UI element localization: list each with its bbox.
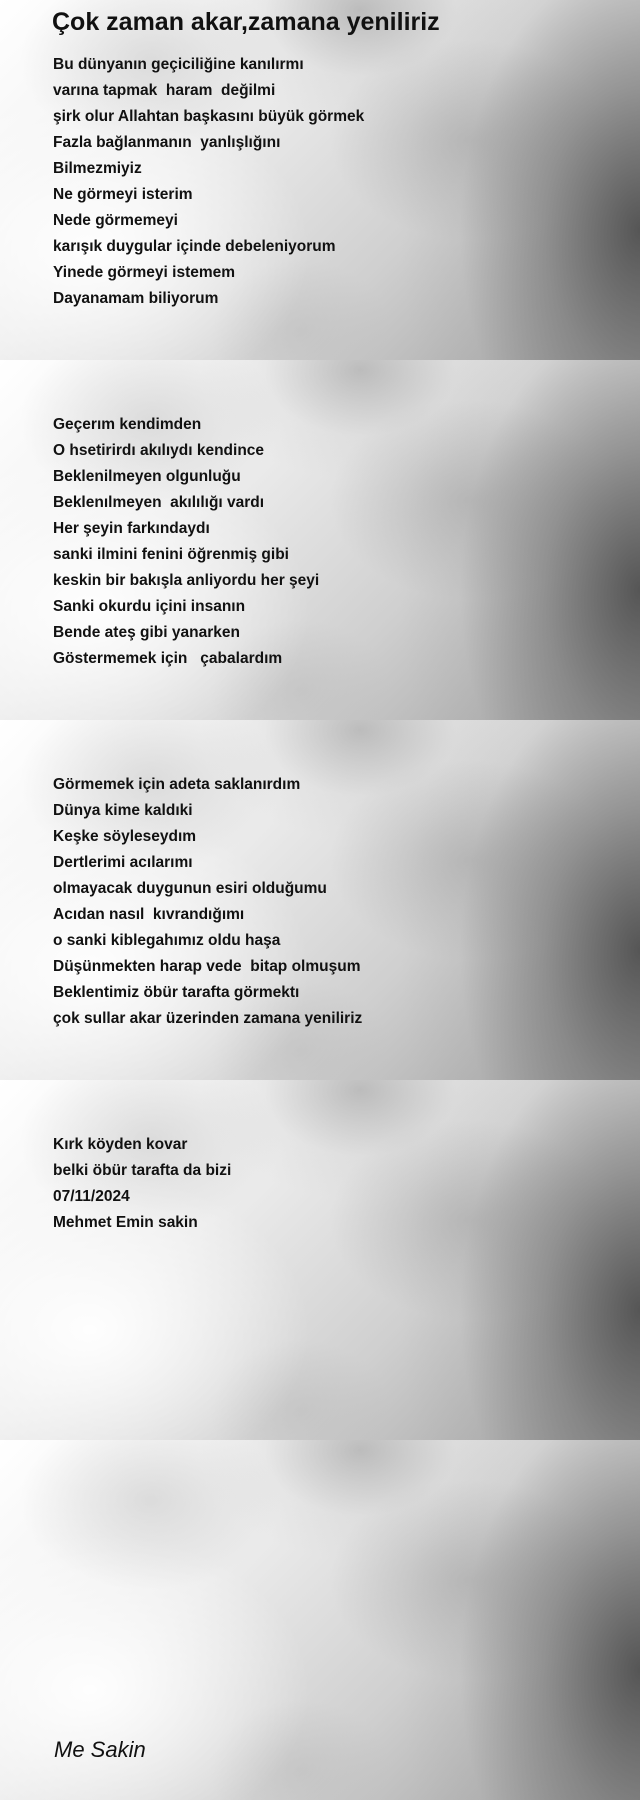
- poem-line: Keşke söyleseydım: [53, 828, 197, 845]
- poem-title: Çok zaman akar,zamana yeniliriz: [52, 8, 440, 36]
- poem-line: Yinede görmeyi istemem: [53, 264, 236, 281]
- poem-line: Dünya kime kaldıki: [53, 802, 193, 819]
- poem-line: o sanki kiblegahımız oldu haşa: [53, 932, 281, 949]
- poem-line: karışık duygular içinde debeleniyorum: [53, 238, 336, 255]
- poem-line: Beklentimiz öbür tarafta görmektı: [53, 984, 300, 1001]
- poem-line: Her şeyin farkındaydı: [53, 520, 210, 537]
- poem-line: Görmemek için adeta saklanırdım: [53, 776, 301, 793]
- poem-line: sanki ilmini fenini öğrenmiş gibi: [53, 546, 289, 563]
- poem-line: Acıdan nasıl kıvrandığımı: [53, 906, 245, 923]
- stanza-4: [53, 1132, 231, 1236]
- poem-line: Bende ateş gibi yanarken: [53, 624, 240, 641]
- poem-line: Ne görmeyi isterim: [53, 186, 193, 203]
- poem-line: Dayanamam biliyorum: [53, 290, 219, 307]
- poem-line: keskin bir bakışla anliyordu her şeyi: [53, 572, 320, 589]
- poem-line: varına tapmak haram değilmi: [53, 82, 276, 99]
- poem-line: belki öbür tarafta da bizi: [53, 1162, 232, 1179]
- poem-line: O hsetirirdı akılıydı kendince: [53, 442, 265, 459]
- poem-line: Bilmezmiyiz: [53, 160, 142, 177]
- stanza-1: [53, 52, 364, 312]
- poem-line: Düşünmekten harap vede bitap olmuşum: [53, 958, 361, 975]
- poem-date: 07/11/2024: [53, 1188, 130, 1205]
- poem-line: şirk olur Allahtan başkasını büyük görmek: [53, 108, 365, 125]
- poem-line: Bu dünyanın geçiciliğine kanılırmı: [53, 56, 304, 73]
- stanza-2: [53, 412, 319, 672]
- poem-line: Beklenilmeyen olgunluğu: [53, 468, 241, 485]
- signature: Me Sakin: [54, 1737, 146, 1762]
- poem-line: Geçerım kendimden: [53, 416, 202, 433]
- poem-line: çok sullar akar üzerinden zamana yeniliriz: [53, 1010, 363, 1027]
- stanza-3: [53, 772, 362, 1032]
- poem-line: Kırk köyden kovar: [53, 1136, 188, 1153]
- poem-line: Dertlerimi acılarımı: [53, 854, 193, 871]
- poem-line: Nede görmemeyi: [53, 212, 178, 229]
- poem-line: Göstermemek için çabalardım: [53, 650, 283, 667]
- poem-line: Sanki okurdu içini insanın: [53, 598, 246, 615]
- poem-line: olmayacak duygunun esiri olduğumu: [53, 880, 327, 897]
- poem-author: Mehmet Emin sakin: [53, 1214, 198, 1231]
- poem-line: Fazla bağlanmanın yanlışlığını: [53, 134, 281, 151]
- poem-line: Beklenılmeyen akılılığı vardı: [53, 494, 265, 511]
